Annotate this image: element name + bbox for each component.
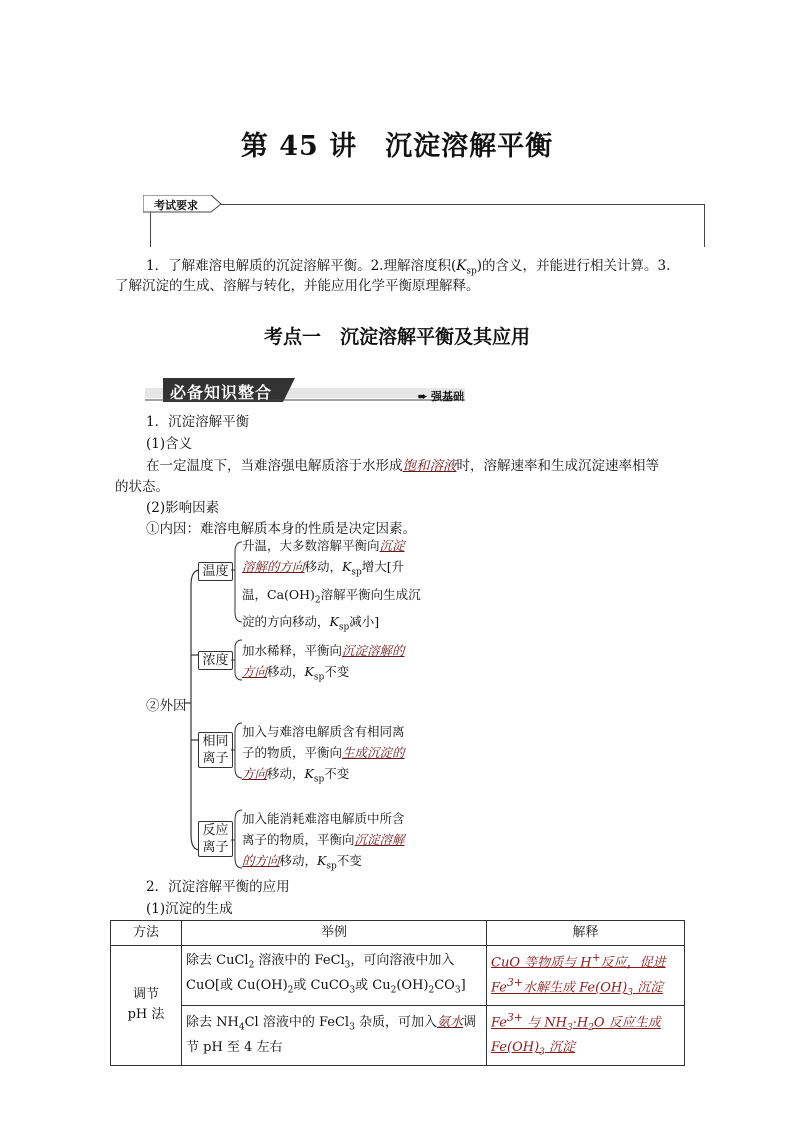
common-ion-label1: 相同 bbox=[202, 734, 229, 749]
ion-l3f: 方向 bbox=[242, 766, 268, 781]
precipitation-table bbox=[110, 920, 685, 1066]
temp-l3: 温，$Ca(OH)_2$溶解平衡向生成沉 bbox=[242, 586, 421, 605]
table-row bbox=[111, 1006, 685, 1066]
meaning-a: 在一定温度下，当难溶强电解质溶于水形成 bbox=[146, 458, 403, 474]
reaction-ion-label1: 反应 bbox=[202, 823, 229, 838]
temp-l1f: 沉淀 bbox=[379, 538, 405, 553]
factor-concentration-box: 浓度 bbox=[198, 651, 233, 670]
internal-factor: ①内因：难溶电解质本身的性质是决定因素。 bbox=[146, 521, 416, 537]
table-header: 举例 bbox=[182, 921, 487, 946]
temp-l4: 淀的方向移动，$K_{sp}$减小] bbox=[242, 614, 380, 633]
meaning-fill: 饱和溶液 bbox=[402, 458, 457, 474]
heading-1: 1．沉淀溶解平衡 bbox=[146, 414, 250, 430]
heading-1-1: (1)含义 bbox=[146, 436, 193, 452]
temp-desc bbox=[242, 535, 421, 639]
meaning-end: 的状态。 bbox=[115, 479, 169, 495]
conc-desc bbox=[242, 640, 405, 689]
ion-l2a: 子的物质，平衡向 bbox=[242, 745, 343, 760]
react-l1: 加入能消耗难溶电解质中所含 bbox=[242, 811, 405, 826]
section-title: 考点一 沉淀溶解平衡及其应用 bbox=[263, 326, 530, 348]
meaning-b: 时，溶解速率和生成沉淀速率相等 bbox=[456, 458, 659, 474]
conc-l2b: 移动，$K_{sp}$不变 bbox=[267, 664, 350, 683]
react-l2f: 沉淀溶解 bbox=[354, 832, 405, 847]
temp-l2b: 移动，$K_{sp}$增大[升 bbox=[304, 559, 405, 578]
temp-l1a: 升温，大多数溶解平衡向 bbox=[242, 538, 380, 553]
requirements-line2: 了解沉淀的生成、溶解与转化，并能应用化学平衡原理解释。 bbox=[115, 278, 480, 294]
requirements-box bbox=[150, 204, 705, 247]
factor-reaction-ion-box bbox=[198, 821, 233, 857]
reaction-ion-label2: 离子 bbox=[202, 840, 229, 855]
conc-l2f: 方向 bbox=[242, 664, 268, 679]
requirements-line1: 1．了解难溶电解质的沉淀溶解平衡。2.理解溶度积$(K_{sp})$的含义，并能进行相关计算。3. bbox=[146, 258, 671, 277]
ion-l1: 加入与难溶电解质含有相同离 bbox=[242, 724, 405, 739]
heading-2-1: (1)沉淀的生成 bbox=[146, 901, 233, 917]
react-desc bbox=[242, 808, 405, 878]
explain-cell: CuO 等物质与 H+反应，促进 $Fe^{3+}$水解生成 $Fe(OH)_3$ 沉淀 bbox=[487, 946, 685, 1006]
banner-right-label: ➨ 强基础 bbox=[418, 390, 465, 403]
ion-desc bbox=[242, 721, 405, 791]
requirements-tab-label: 考试要求 bbox=[154, 199, 198, 212]
temp-l2f: 溶解的方向 bbox=[242, 559, 305, 574]
table-row bbox=[111, 946, 685, 1006]
conc-l1a: 加水稀释，平衡向 bbox=[242, 643, 343, 658]
banner-right-text: 强基础 bbox=[431, 390, 465, 403]
explain-cell: $Fe^{3+}$ 与 $NH_3\cdot H_2O$ 反应生成 $Fe(OH)_3$ 沉淀 bbox=[487, 1006, 685, 1066]
table-header-row bbox=[111, 921, 685, 946]
common-ion-label2: 离子 bbox=[202, 751, 229, 766]
factor-bracket bbox=[185, 555, 205, 865]
ion-l2f: 生成沉淀的 bbox=[342, 745, 405, 760]
table-header: 解释 bbox=[487, 921, 685, 946]
example-cell: 除去 $NH_4Cl$ 溶液中的 FeCl$_3$ 杂质，可加入氨水调节 pH 至 4 左右 bbox=[182, 1006, 487, 1066]
factor-common-ion-box bbox=[198, 732, 233, 768]
factor-temperature-box: 温度 bbox=[198, 562, 233, 581]
page-title: 第 45 讲 沉淀溶解平衡 bbox=[240, 131, 554, 162]
method-cell: 调节 pH 法 bbox=[111, 946, 182, 1066]
heading-1-2: (2)影响因素 bbox=[146, 500, 220, 516]
banner-label: 必备知识整合 bbox=[170, 383, 273, 402]
ion-l3b: 移动，$K_{sp}$不变 bbox=[267, 766, 350, 785]
example-cell: 除去 CuCl$_2$ 溶液中的 FeCl$_3$，可向溶液中加入 CuO[或 $Cu(OH)_2$或 CuCO$_3$或 $Cu_2(OH)_2CO_3$] bbox=[182, 946, 487, 1006]
heading-2: 2．沉淀溶解平衡的应用 bbox=[146, 879, 290, 895]
external-factor: ②外因 bbox=[146, 698, 187, 714]
react-l2a: 离子的物质，平衡向 bbox=[242, 832, 355, 847]
react-l3b: 移动，$K_{sp}$不变 bbox=[279, 853, 362, 872]
meaning-line bbox=[146, 456, 659, 477]
conc-l1f: 沉淀溶解的 bbox=[342, 643, 405, 658]
table-header: 方法 bbox=[111, 921, 182, 946]
react-l3f: 的方向 bbox=[242, 853, 280, 868]
